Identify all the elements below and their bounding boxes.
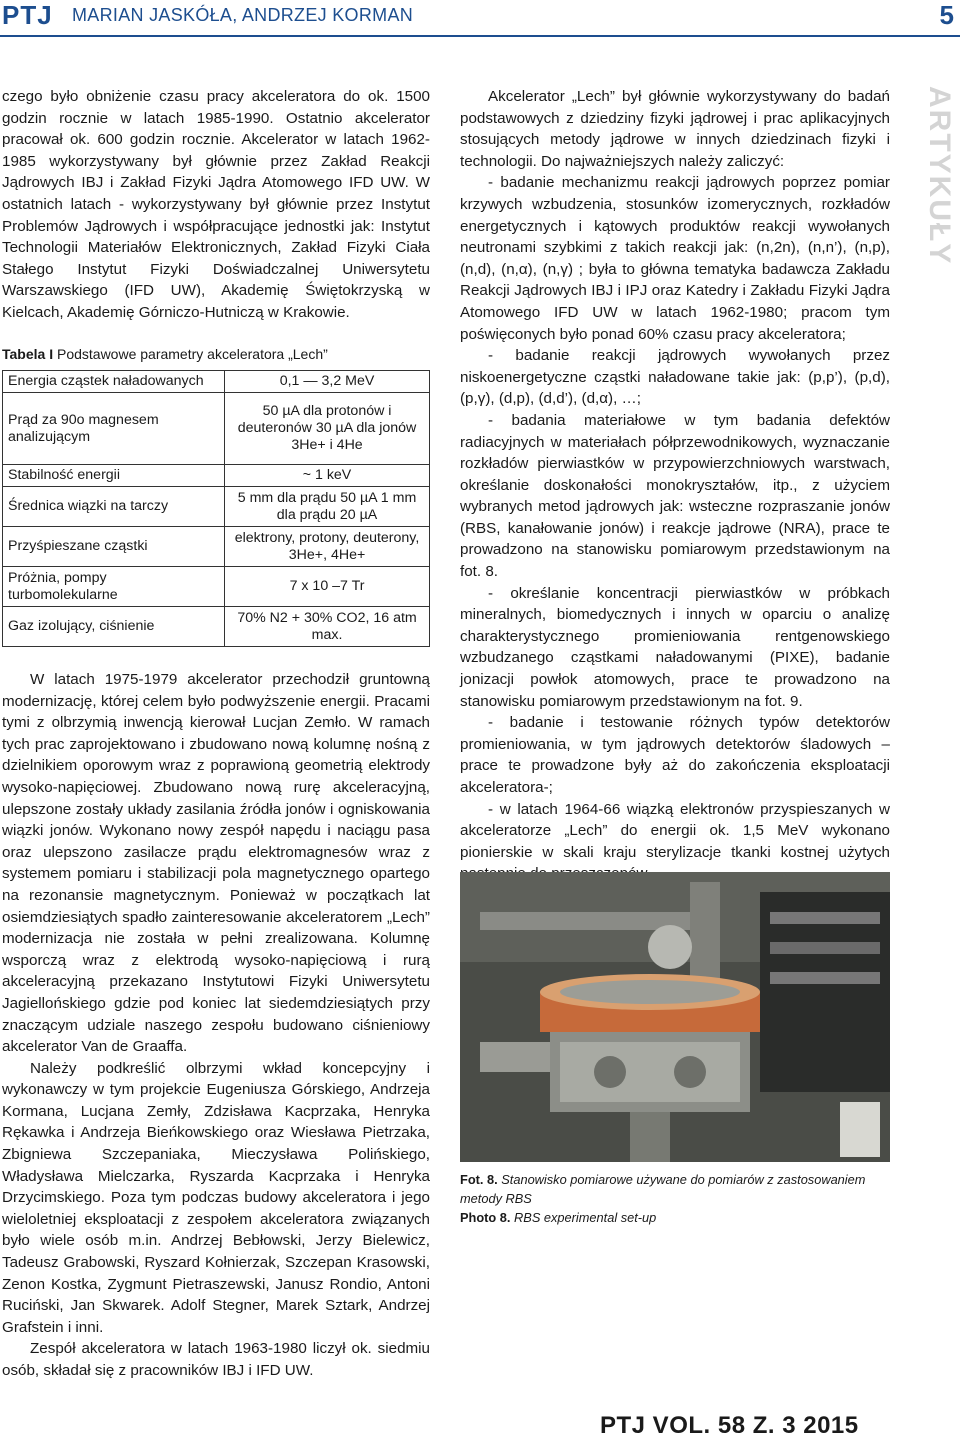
- right-list-item: - badanie mechanizmu reakcji jądrowych poprzez pomiar krzywych wzbudzenia, stosunków izomerycznych, rozkładów energetycznych i kątowych produktów reakcji wywołanych neutronami szybkimi z takich reakcji jak: (n,2n), (n,n’), (n,p), (n,d), (n,α), (n,γ) ; była to główna tematyka badawcza Zakładu Reakcji Jądrowych IBJ i IPJ oraz Katedry i Zakładu Fizyki Jądra Atomowego IFD UW w latach 1962-1980; pracom tym poświęconych było ponad 60% czasu pracy akceleratora;: [460, 174, 890, 343]
- photo-illustration: [460, 872, 890, 1162]
- left-column-body: [2, 669, 430, 1382]
- left-paragraph-contributors: Należy podkreślić olbrzymi wkład koncepcyjny i wykonawczy w tym projekcie Eugeniusza Górskiego, Andrzeja Kormana, Lucjana Zemły, Zdzisława Kacprzaka, Henryka Rękawka i Andrzeja Bieńkowskiego oraz Wiesława Pietrzaka, Zbigniewa Szczepaniaka, Mieczysława Polińskiego, Władysława Mielczarka, Ryszarda Kacprzaka i Henryka Drzycimskiego. Poza tym podczas budowy akceleratora i jego wieloletniej eksploatacji z zespołem akceleratora związanych było wiele osób m.in. Andrzej Bebłowski, Jerzy Bielewicz, Tadeusz Grabowski, Ryszard Kołnierzak, Szczepan Krasowski, Zenon Kostka, Zygmunt Pietraszewski, Janusz Rondio, Antoni Ruciński, Jan Skwarek. Adolf Stegner, Marek Sztark, Andrzej Grafstein i inni.: [2, 1059, 430, 1336]
- figure-caption: [460, 1170, 900, 1227]
- table-caption: [2, 346, 432, 362]
- table-cell-param: Przyśpieszane cząstki: [3, 527, 225, 567]
- table-cell-value: elektrony, protony, deuterony, 3He+, 4He+: [225, 527, 430, 567]
- table-cell-value: 70% N2 + 30% CO2, 16 atm max.: [225, 607, 430, 647]
- table-row: [3, 487, 430, 527]
- figure-caption-pl: [460, 1170, 900, 1208]
- table-cell-value: 5 mm dla prądu 50 µA 1 mm dla prądu 20 µA: [225, 487, 430, 527]
- table-cell-param: Prąd za 90o magnesem analizującym: [3, 393, 225, 465]
- table-cell-value: ~ 1 keV: [225, 465, 430, 487]
- side-label-text: ARTYKUŁY: [923, 86, 956, 266]
- table-caption-label: Tabela I: [2, 346, 54, 362]
- page-number: 5: [939, 0, 954, 30]
- right-column: [460, 86, 890, 885]
- table-row: [3, 371, 430, 393]
- figure-label-pl: Fot. 8.: [460, 1172, 498, 1187]
- figure-label-en: Photo 8.: [460, 1210, 511, 1225]
- right-list-item: - w latach 1964-66 wiązką elektronów przyspieszanych w akceleratorze „Lech” do energii ok. 1,5 MeV wykonano pionierskie w skali kraju sterylizacje tkanki kostnej użytych: [460, 800, 890, 861]
- journal-logo: PTJ: [2, 0, 53, 30]
- table-cell-param: Energia cząstek naładowanych: [3, 371, 225, 393]
- section-side-label: [923, 86, 960, 286]
- figure-text-pl: Stanowisko pomiarowe używane do pomiarów z zastosowaniem metody RBS: [460, 1172, 866, 1206]
- left-column: [2, 86, 430, 324]
- right-list-item: - badanie reakcji jądrowych wywołanych przez niskoenergetyczne cząstki naładowane takie jak: (p,p’), (p,d), (p,γ), (d,p), (d,d’), (d,α), …;: [460, 347, 890, 408]
- left-intro-paragraph: czego było obniżenie czasu pracy akceleratora do ok. 1500 godzin rocznie w latach 1985-1990. Ostatnio akcelerator pracował ok. 600 godzin rocznie. Akcelerator w latach 1962-1985 wykorzystywany był głównie przez Zakład Reakcji Jądrowych IBJ i Zakład Fizyki Jądra Atomowego IFD UW. W ostatnich latach - wykorzystywany był głównie przez Instytut Problemów Jądrowych i współpracujące jednostki jak: Instytut Technologii Materiałów Elektronicznych, Zakład Fizyki Ciała Stałego Instytut Fizyki Doświadczalnej Uniwersytetu Warszawskiego (IFD UW), Akademię Świętokrzyską w Kielcach, Akademię Górniczo-Hutniczą w Krakowie.: [2, 88, 430, 321]
- header-rule: [0, 35, 960, 37]
- table-cell-value: 0,1 — 3,2 MeV: [225, 371, 430, 393]
- right-list-item: - określanie koncentracji pierwiastków w próbkach mineralnych, biomedycznych i innych w oparciu o analizę charakterystycznego promieniowania rentgenowskiego wzbudzanego cząstkami naładowanymi (PIXE), badanie jonizacji powłok atomowych, prace te prowadzono na stanowisku pomiarowym przedstawionym na fot. 9.: [460, 584, 890, 710]
- table-row: [3, 465, 430, 487]
- table-cell-value: 50 µA dla protonów i deuteronów 30 µA dla jonów 3He+ i 4He: [225, 393, 430, 465]
- left-paragraph-team: Zespół akceleratora w latach 1963-1980 liczył ok. siedmiu osób, składał się z pracowników IBJ i IFD UW.: [2, 1340, 430, 1379]
- rbs-setup-photo: [460, 872, 890, 1162]
- table-cell-param: Średnica wiązki na tarczy: [3, 487, 225, 527]
- page-header: [0, 0, 960, 34]
- left-paragraph-modernization: W latach 1975-1979 akcelerator przechodził gruntowną modernizację, której celem było podwyższenie energii. Pracami tymi z olbrzymią inwencją kierował Lucjan Zemło. W ramach tych prac zaprojektowano i zbudowano nową kolumnę nośną z dzielnikiem oporowym wraz z poprawioną geometrią elektrody wysoko-napięciowej. Zbudowano nową rurę akceleracyjną, ulepszone zostały układy zasilania źródła jonów i ogniskowania wiązki jonów. Wykonano nowy zespół napędu i naciągu pasa oraz ulepszono zasilacze prądu elektromagnesów wraz z systemem pomiaru i stabilizacji pola magnetycznego opartego na rezonansie magnetycznym. Ponieważ w początkach lat osiemdziesiątych spadło zainteresowanie akceleratorem „Lech” modernizacja nie została w pełni zrealizowana. Kolumnę wsporczą wraz z elektrodą wysoko-napięciową i rurą akceleracyjną przekazano Instytutowi Fizyki Uniwersytetu Jagiellońskiego gdzie pod koniec lat siedemdziesiątych przy znaczącym udziale naszego zespołu budowano ciśnieniowy akcelerator Van de Graaffa.: [2, 671, 430, 1056]
- table-cell-param: Gaz izolujący, ciśnienie: [3, 607, 225, 647]
- running-head-authors: MARIAN JASKÓŁA, ANDRZEJ KORMAN: [72, 5, 414, 25]
- table-row: [3, 527, 430, 567]
- figure-text-en: RBS experimental set-up: [510, 1210, 657, 1225]
- table-row: [3, 567, 430, 607]
- page-footer: PTJ VOL. 58 Z. 3 2015: [600, 1412, 859, 1439]
- table-row: [3, 607, 430, 647]
- right-paragraph-intro: Akcelerator „Lech” był głównie wykorzystywany do badań podstawowych z dziedziny fizyki jądrowej i prac aplikacyjnych stosujących metody jądrowe w innych dziedzinach fizyki i technologii. Do najważniejszych należy zaliczyć:: [460, 88, 890, 170]
- table-cell-param: Stabilność energii: [3, 465, 225, 487]
- figure-caption-en: [460, 1208, 900, 1227]
- right-list-item: - badania materiałowe w tym badania defektów radiacyjnych w materiałach półprzewodnikowych, wyznaczanie rozkładów pierwiastków w przypowierzchniowych warstwach, określanie doskonałości monokryształów, itp., z użyciem wybranych metod jądrowych jak: wsteczne rozpraszanie jonów (RBS, kanałowanie jonów) i reakcje jądrowe (NRA), prace te prowadzono na stanowisku pomiarowym przedstawionym na fot. 8.: [460, 411, 890, 581]
- parameters-table: [2, 370, 430, 647]
- table-cell-value: 7 x 10 –7 Tr: [225, 567, 430, 607]
- table-cell-param: Próżnia, pompy turbomolekularne: [3, 567, 225, 607]
- table-caption-text: Podstawowe parametry akceleratora „Lech”: [53, 346, 328, 362]
- right-list-item: - badanie i testowanie różnych typów detektorów promieniowania, w tym jądrowych detektorów śladowych – prace te prowadzone były aż do zakończenia eksploatacji akceleratora-;: [460, 714, 890, 796]
- table-row: [3, 393, 430, 465]
